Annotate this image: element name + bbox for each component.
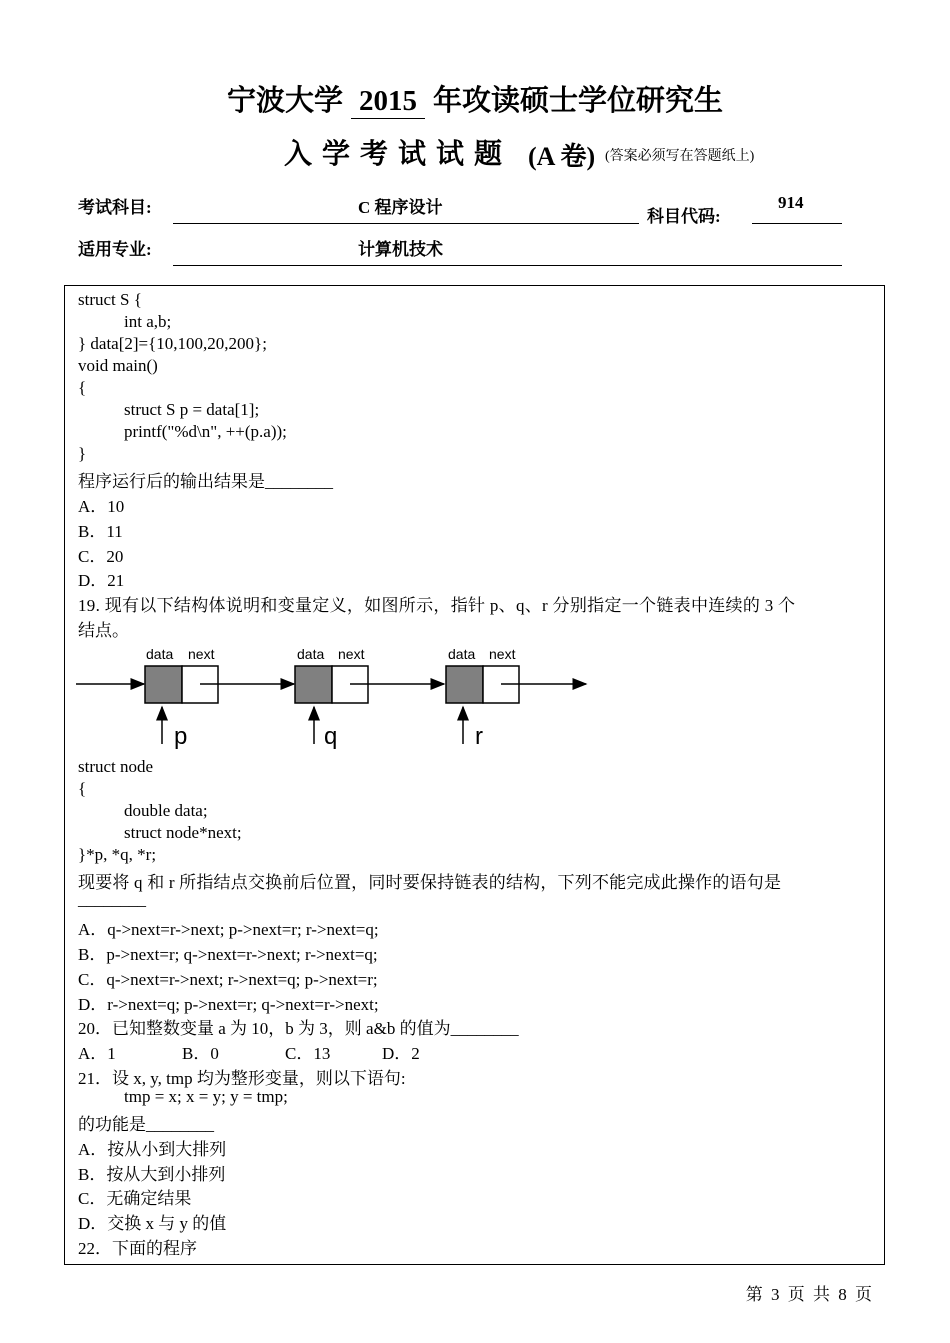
code-line: }*p, *q, *r; [78, 845, 157, 864]
exam-title: 入学考试试题 [284, 139, 513, 170]
code-underline [752, 223, 842, 224]
exam-title-line [0, 78, 950, 119]
data-field-label: data [297, 646, 325, 662]
page-number: 第 3 页 共 8 页 [745, 1285, 872, 1304]
q21-option-c: C．无确定结果 [78, 1189, 192, 1208]
q20-option-d: D．2 [382, 1044, 420, 1063]
code-line: double data; [124, 801, 208, 820]
list-node-2 [295, 646, 368, 703]
pointer-label-q: q [324, 723, 338, 750]
list-node-3 [446, 646, 519, 703]
q19-question-blank: ________ [78, 890, 146, 909]
q21-option-a: A．按从小到大排列 [78, 1140, 227, 1159]
code-value: 914 [778, 193, 804, 212]
code-line: struct S p = data[1]; [124, 400, 260, 419]
code-line: struct node*next; [124, 823, 242, 842]
q18-option-b: B．11 [78, 522, 123, 541]
code-line: } [78, 444, 87, 463]
q19-prompt-cont: 结点。 [78, 621, 129, 640]
q19-option-c: C．q->next=r->next; r->next=q; p->next=r; [78, 970, 378, 989]
subject-label: 考试科目: [78, 198, 152, 217]
linked-list-diagram [72, 640, 602, 750]
q18-prompt: 程序运行后的输出结果是________ [78, 472, 333, 491]
q19-option-b: B．p->next=r; q->next=r->next; r->next=q; [78, 945, 378, 964]
code-line: { [78, 378, 87, 397]
answer-note: (答案必须写在答题纸上) [605, 149, 755, 164]
data-field-label: data [146, 646, 174, 662]
major-underline [173, 265, 842, 266]
pointer-label-p: p [174, 723, 188, 750]
next-field-label: next [489, 646, 516, 662]
q19-prompt: 19. 现有以下结构体说明和变量定义，如图所示，指针 p、q、r 分别指定一个链表中连续的 3 个 [78, 596, 796, 615]
major-value: 计算机技术 [358, 240, 443, 259]
q20-prompt: 20．已知整数变量 a 为 10，b 为 3，则 a&b 的值为________ [78, 1019, 519, 1038]
q19-option-a: A．q->next=r->next; p->next=r; r->next=q; [78, 920, 379, 939]
subject-value: C 程序设计 [358, 198, 443, 217]
q22-prompt: 22．下面的程序 [78, 1239, 197, 1258]
exam-year: 2015 [351, 85, 425, 119]
q20-option-b: B．0 [182, 1044, 219, 1063]
q19-question: 现要将 q 和 r 所指结点交换前后位置，同时要保持链表的结构，下列不能完成此操作的语句是 [78, 873, 782, 892]
list-node-1 [145, 646, 218, 703]
data-field-label: data [448, 646, 476, 662]
code-line: struct S { [78, 290, 142, 309]
next-field-label: next [188, 646, 215, 662]
q21-prompt: 21．设 x, y, tmp 均为整形变量，则以下语句: [78, 1069, 406, 1088]
code-line: } data[2]={10,100,20,200}; [78, 334, 267, 353]
q19-option-d: D．r->next=q; p->next=r; q->next=r->next; [78, 995, 379, 1014]
code-label: 科目代码: [647, 207, 721, 226]
next-field-label: next [338, 646, 365, 662]
q18-option-d: D．21 [78, 571, 125, 590]
q18-option-c: C．20 [78, 547, 124, 566]
code-line: printf("%d\n", ++(p.a)); [124, 422, 287, 441]
subject-underline [173, 223, 639, 224]
code-line: void main() [78, 356, 158, 375]
code-line: struct node [78, 757, 154, 776]
q21-code: tmp = x; x = y; y = tmp; [124, 1087, 288, 1106]
q20-option-c: C．13 [285, 1044, 331, 1063]
q21-option-d: D．交换 x 与 y 的值 [78, 1214, 227, 1233]
q21-prompt-cont: 的功能是________ [78, 1115, 214, 1134]
paper-variant: (A 卷) [528, 142, 596, 171]
q20-option-a: A．1 [78, 1044, 116, 1063]
q21-option-b: B．按从大到小排列 [78, 1165, 226, 1184]
pointer-label-r: r [475, 723, 483, 750]
title-suffix: 年攻读硕士学位研究生 [433, 85, 724, 117]
university-name: 宁波大学 [226, 85, 343, 117]
code-line: int a,b; [124, 312, 172, 331]
q18-option-a: A．10 [78, 497, 125, 516]
major-label: 适用专业: [78, 240, 152, 259]
code-line: { [78, 779, 87, 798]
